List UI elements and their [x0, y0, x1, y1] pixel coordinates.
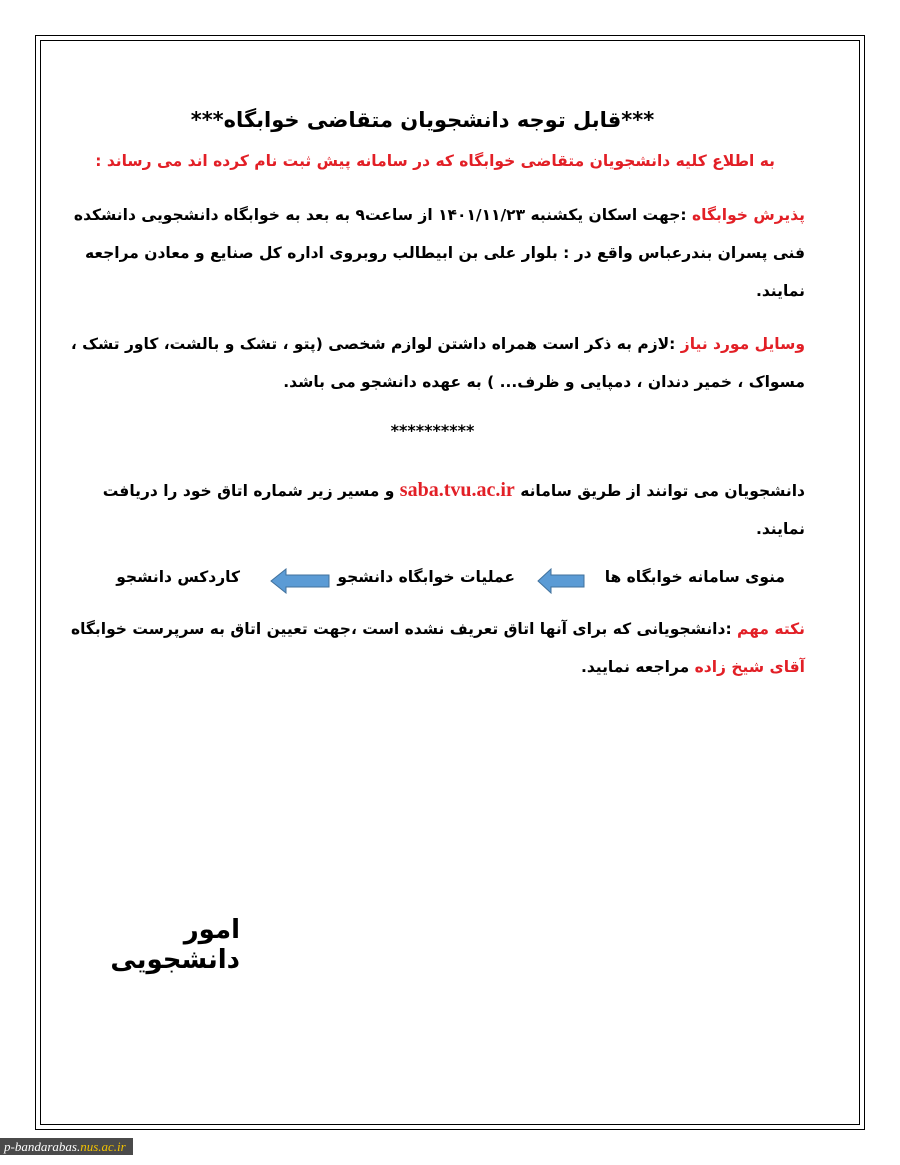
- site-watermark[interactable]: [0, 1138, 133, 1155]
- system-url-link[interactable]: saba.tvu.ac.ir: [399, 479, 515, 501]
- equipment-label: وسایل مورد نیاز: [680, 335, 805, 353]
- signature-student-affairs: امور دانشجویی: [110, 915, 240, 975]
- path-step-dorm-operations: عملیات خوابگاه دانشجو: [337, 568, 515, 586]
- room-info-paragraph: [60, 471, 805, 548]
- important-text-a: :دانشجویانی که برای آنها اتاق تعریف نشده است ،جهت تعیین اتاق به سرپرست خوابگاه: [70, 620, 738, 638]
- important-note-paragraph: [60, 610, 805, 686]
- equipment-text: :لازم به ذکر است همراه داشتن لوازم شخصی (پتو ، تشک و بالشت، کاور تشک ، مسواک ، خمیر دندان ، دمپایی و ظرف... ) به عهده دانشجو می باشد.: [70, 335, 805, 391]
- notice-body: [60, 100, 805, 686]
- path-step-dorm-menu: منوی سامانه خوابگاه ها: [604, 568, 785, 586]
- admission-text-a: :جهت اسکان: [583, 206, 692, 224]
- notice-title: ***قابل توجه دانشجویان متقاضی خوابگاه***: [190, 108, 655, 132]
- supervisor-name: آقای شیخ زاده: [694, 658, 805, 676]
- important-label: نکته مهم: [737, 620, 805, 638]
- site-name-a: p-bandarabas.: [4, 1139, 81, 1154]
- admission-day: یکشنبه ۱۴۰۱/۱۱/۲۳: [438, 206, 584, 224]
- arrow-left-icon: [537, 568, 585, 594]
- equipment-paragraph: [60, 325, 805, 401]
- admission-label: پذیرش خوابگاه: [691, 206, 805, 224]
- separator: **********: [390, 421, 475, 440]
- site-name-b: nus.ac.ir: [80, 1139, 126, 1154]
- admission-text-b: از ساعت۹ به بعد به خوابگاه دانشجویی دانشکده فنی پسران بندرعباس واقع در : بلوار علی بن ابیطالب روبروی اداره کل صنایع و معادن مراجعه نمایند.: [73, 206, 805, 300]
- arrow-left-icon: [270, 568, 330, 594]
- room-info-text-b: و مسیر زیر شماره اتاق خود را دریافت نمایند.: [102, 482, 805, 538]
- admission-paragraph: [60, 196, 805, 310]
- navigation-path: [60, 560, 805, 600]
- room-info-text-a: دانشجویان می توانند از طریق سامانه: [514, 482, 805, 500]
- important-text-b: مراجعه نمایید.: [580, 658, 695, 676]
- notice-intro: به اطلاع کلیه دانشجویان متقاضی خوابگاه که در سامانه پیش ثبت نام کرده اند می رساند :: [95, 152, 775, 170]
- path-step-student-cardex: کاردکس دانشجو: [116, 568, 240, 586]
